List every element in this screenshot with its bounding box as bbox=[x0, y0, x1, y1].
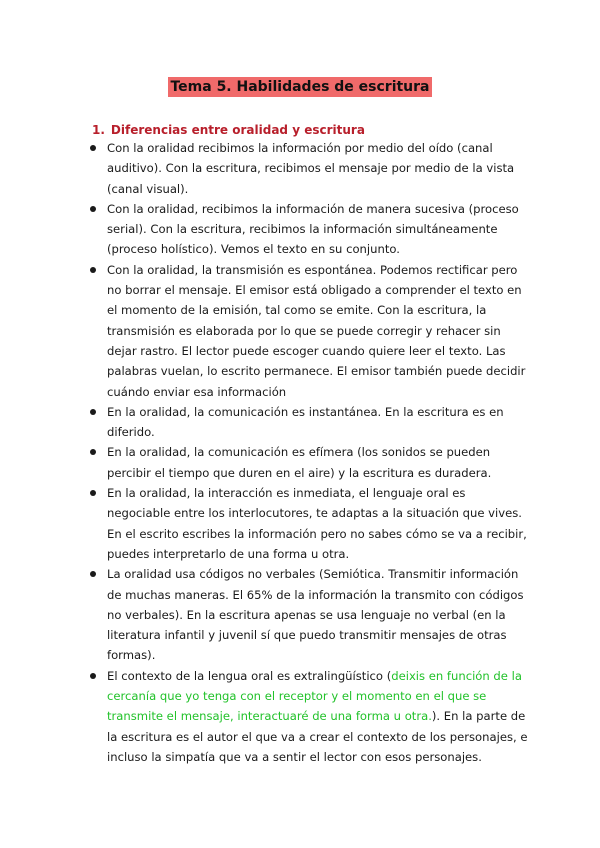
bullet-text: En la oralidad, la comunicación es instantánea. En la escritura es en diferido. bbox=[107, 404, 504, 440]
bullet-item bbox=[88, 138, 528, 199]
bullet-list bbox=[88, 138, 528, 767]
section-heading-text: Diferencias entre oralidad y escritura bbox=[110, 123, 365, 137]
bullet-item bbox=[88, 442, 528, 483]
section-heading bbox=[92, 121, 365, 139]
bullet-item bbox=[88, 402, 528, 443]
bullet-item bbox=[88, 260, 528, 402]
bullet-text: Con la oralidad recibimos la información por medio del oído (canal auditivo). Con la escritura, recibimos el mensaje por medio de la vista (canal visual). bbox=[107, 141, 515, 196]
bullet-item bbox=[88, 483, 528, 564]
bullet-text-highlight: deixis en función de la cercanía que yo tenga con el receptor y el momento en el que se transmite el mensaje, interactuaré de una forma u otra. bbox=[107, 668, 522, 724]
title-wrap bbox=[0, 76, 600, 97]
bullet-item bbox=[88, 564, 528, 665]
page-title: Tema 5. Habilidades de escritura bbox=[170, 79, 430, 95]
bullet-text-after: ). En la parte de la escritura es el autor el que va a crear el contexto de los personajes, e incluso la simpatía que va a sentir el lector con esos personajes. bbox=[107, 709, 528, 764]
bullet-text: La oralidad usa códigos no verbales (Semiótica. Transmitir información de muchas maneras. El 65% de la información la transmito con códigos no verbales). En la escritura apenas se usa lenguaje no verbal (en la literatura infantil y juvenil sí que puedo transmitir mensajes de otras formas). bbox=[107, 567, 524, 663]
bullet-text: Con la oralidad, recibimos la información de manera sucesiva (proceso serial). Con la escritura, recibimos la información simultáneamente (proceso holístico). Vemos el texto en su conjunto. bbox=[107, 201, 519, 257]
bullet-item bbox=[88, 199, 528, 260]
bullet-text-before: El contexto de la lengua oral es extralingüístico ( bbox=[107, 668, 392, 683]
section-number: 1. bbox=[92, 123, 105, 137]
bullet-text: En la oralidad, la comunicación es efímera (los sonidos se pueden percibir el tiempo que duren en el aire) y la escritura es duradera. bbox=[107, 445, 492, 480]
bullet-text: Con la oralidad, la transmisión es espontánea. Podemos rectificar pero no borrar el mensaje. El emisor está obligado a comprender el texto en el momento de la emisión, tal como se emite. Con la escritura, la transmisión es elaborada por lo que se puede corregir y rehacer sin dejar rastro. El lector puede escoger cuando quiere leer el texto. Las palabras vuelan, lo escrito permanece. El emisor también puede decidir cuándo enviar esa información bbox=[107, 262, 526, 399]
bullet-item bbox=[88, 666, 528, 767]
bullet-text: En la oralidad, la interacción es inmediata, el lenguaje oral es negociable entre los interlocutores, te adaptas a la situación que vives. En el escrito escribes la información pero no sabes cómo se va a recibir, puedes interpretarlo de una forma u otra. bbox=[107, 486, 527, 561]
